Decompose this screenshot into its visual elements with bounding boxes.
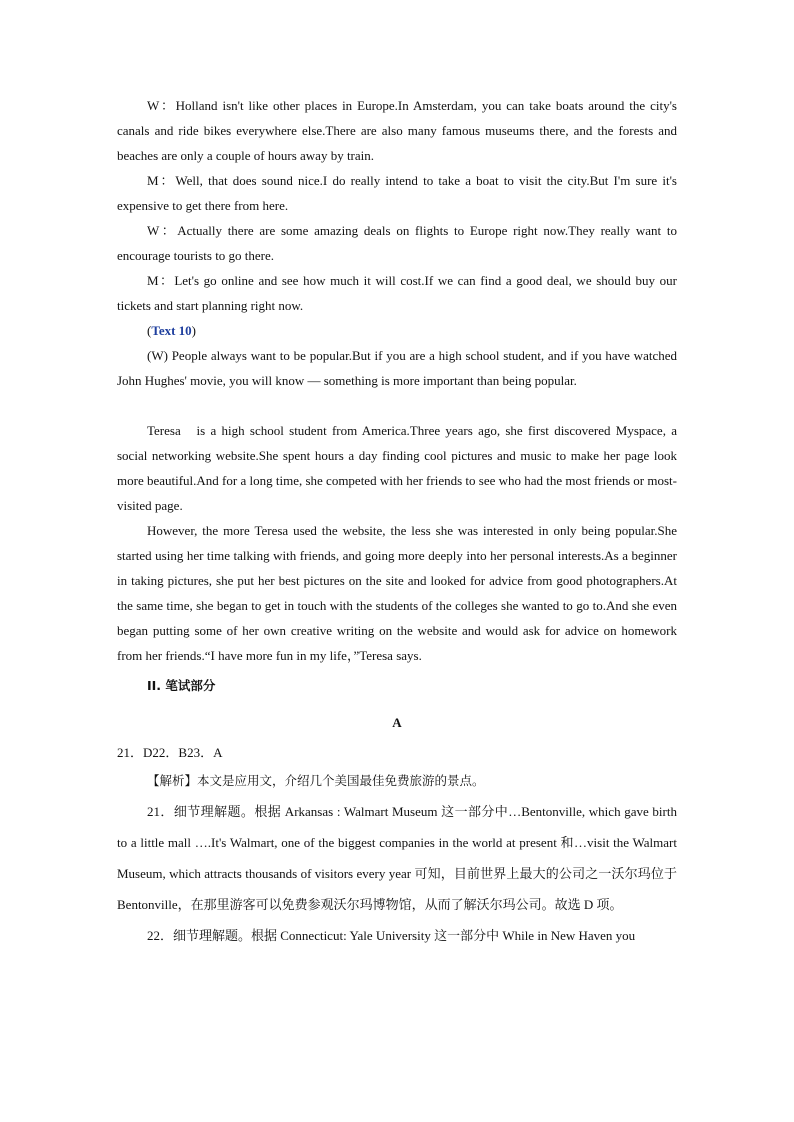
answer-23: 23．A: [187, 745, 223, 760]
text10-label: Text 10: [151, 323, 192, 338]
text10-paragraph-1: Teresa is a high school student from America.Three years ago, she first discovered Myspace, a social networking website.She spent hours a day finding cool pictures and music to make her page look more beautiful.And for a long time, she competed with her friends to see who had the most friends or most-visited page.: [117, 423, 681, 513]
question-22-text: 22．细节理解题。根据 Connecticut: Yale University 这一部分中 While in New Haven you: [147, 928, 636, 943]
question-22-explanation: [117, 920, 677, 951]
question-21-explanation: [117, 796, 677, 920]
section-title: [117, 670, 677, 701]
page-content: [117, 93, 681, 951]
text10-paragraph-2: However, the more Teresa used the website, the less she was interested in only being popular.She started using her time talking with friends, and going more deeply into her personal interests.As a beginner in taking pictures, she put her best pictures on the site and looked for advice from good photographers.At the same time, she began to get in touch with the students of the colleges she wanted to go to.And she even began putting some of her own creative writing on the website and would ask for advice on homework from her friends.“I have more fun in my life，”Teresa says.: [117, 523, 677, 663]
dialogue-line-m2: M：Let's go online and see how much it will cost.If we can find a good deal, we should buy our tickets and start planning right now.: [117, 273, 677, 313]
dialogue-line-w2: W：Actually there are some amazing deals on flights to Europe right now.They really want to encourage tourists to go there.: [117, 223, 677, 263]
answer-22: 22．B: [152, 745, 188, 760]
question-21-text: 21．细节理解题。根据 Arkansas : Walmart Museum 这一部分中…Bentonville, which gave birth to a little mall ….It's Walmart, one of the biggest companies in the world at present 和…visit the Walmart Museum, which attracts thousands of visitors every year 可知，目前世界上最大的公司之一沃尔玛位于 Bentonville，在那里游客可以免费参观沃尔玛博物馆，从而了解沃尔玛公司。故选 D 项。: [117, 804, 677, 912]
passage-letter: A: [392, 715, 402, 730]
answer-21: 21．D: [117, 745, 153, 760]
section-title-text: II. 笔试部分: [147, 678, 216, 693]
answer-key: [117, 740, 677, 765]
analysis-line: [117, 765, 677, 796]
dialogue-line-m1: M：Well, that does sound nice.I do really intend to take a boat to visit the city.But I'm sure it's expensive to get there from here.: [117, 173, 677, 213]
dialogue-line-w1: W：Holland isn't like other places in Europe.In Amsterdam, you can take boats around the city's canals and ride bikes everywhere else.There are also many famous museums there, and the forests and beaches are only a couple of hours away by train.: [117, 98, 677, 163]
text10-open-paren: (: [147, 323, 152, 338]
blank-line: [117, 393, 677, 418]
text10-close-paren: ): [191, 323, 197, 338]
text10-intro: (W) People always want to be popular.But if you are a high school student, and if you have watched John Hughes' movie, you will know — something is more important than being popular.: [117, 348, 677, 388]
text10-heading: [117, 318, 677, 343]
analysis-text: 【解析】本文是应用文，介绍几个美国最佳免费旅游的景点。: [147, 773, 485, 788]
